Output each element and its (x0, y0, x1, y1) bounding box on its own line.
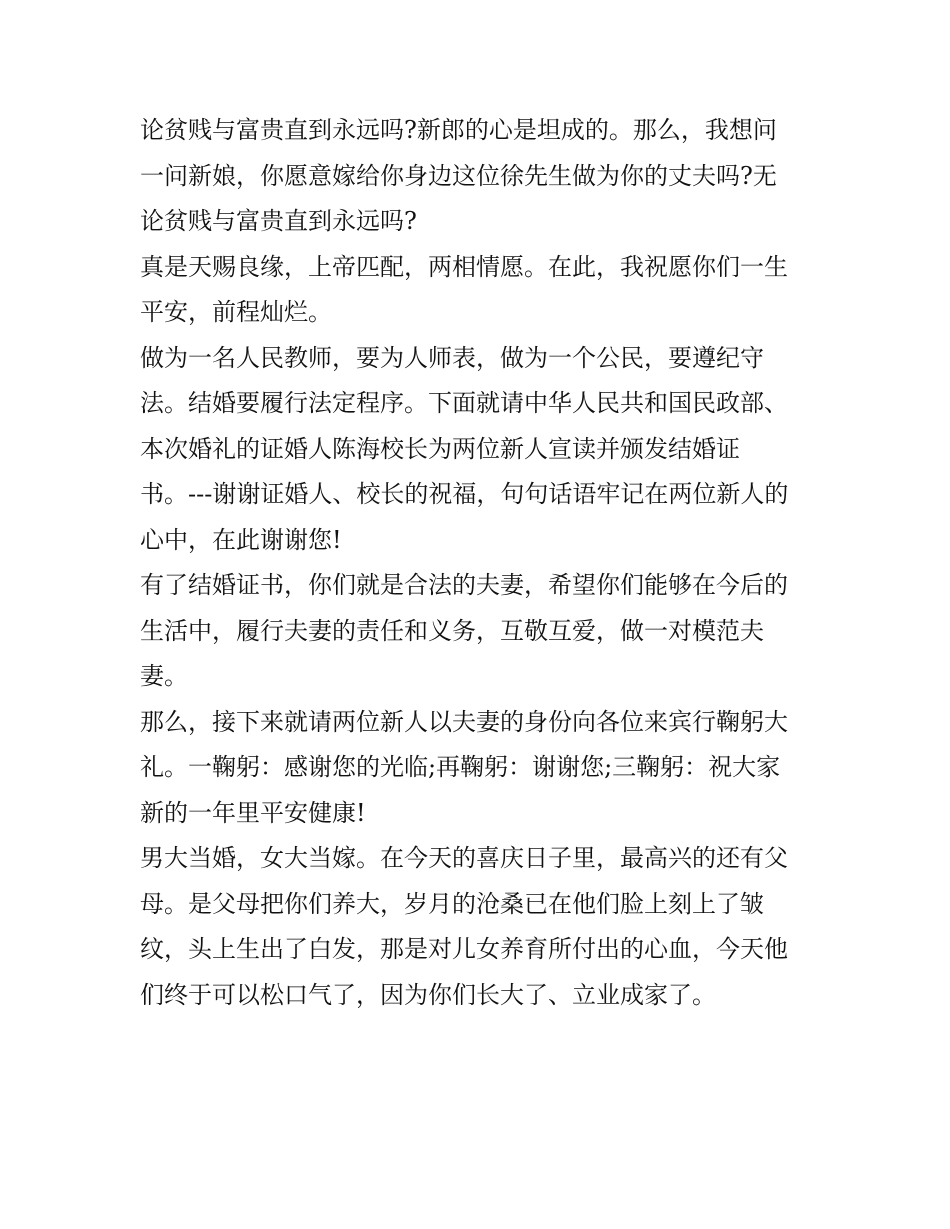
text-line: 有了结婚证书，你们就是合法的夫妻，希望你们能够在今后的 (140, 571, 788, 599)
text-line: 男大当婚，女大当嫁。在今天的喜庆日子里，最高兴的还有父 (140, 844, 788, 872)
text-line: 真是天赐良缘，上帝匹配，两相情愿。在此，我祝愿你们一生 (140, 252, 788, 281)
text-line: 们终于可以松口气了，因为你们长大了、立业成家了。 (140, 980, 716, 1009)
text-line: 母。是父母把你们养大，岁月的沧桑已在他们脸上刻上了皱 (140, 889, 764, 918)
text-line: 新的一年里平安健康! (140, 798, 366, 827)
text-line: 论贫贱与富贵直到永远吗?新郎的心是坦成的。那么，我想问 (140, 116, 777, 144)
document-text-block (140, 108, 816, 1018)
text-line: 妻。 (140, 662, 188, 690)
text-line: 礼。一鞠躬：感谢您的光临;再鞠躬：谢谢您;三鞠躬：祝大家 (140, 753, 781, 781)
text-line: 法。结婚要履行法定程序。下面就请中华人民共和国民政部、 (140, 389, 788, 417)
text-line: 论贫贱与富贵直到永远吗? (140, 207, 417, 235)
text-line: 做为一名人民教师，要为人师表，做为一个公民，要遵纪守 (140, 343, 764, 372)
text-line: 一问新娘，你愿意嫁给你身边这位徐先生做为你的丈夫吗?无 (140, 161, 777, 190)
text-line: 生活中，履行夫妻的责任和义务，互敬互爱，做一对模范夫 (140, 616, 764, 645)
text-line: 本次婚礼的证婚人陈海校长为两位新人宣读并颁发结婚证 (140, 434, 740, 463)
text-line: 纹，头上生出了白发，那是对儿女养育所付出的心血，今天他 (140, 935, 788, 963)
text-line: 书。---谢谢证婚人、校长的祝福，句句话语牢记在两位新人的 (140, 480, 789, 508)
text-line: 平安，前程灿烂。 (140, 298, 332, 326)
text-line: 心中，在此谢谢您! (140, 525, 342, 554)
text-line: 那么，接下来就请两位新人以夫妻的身份向各位来宾行鞠躬大 (140, 707, 788, 736)
